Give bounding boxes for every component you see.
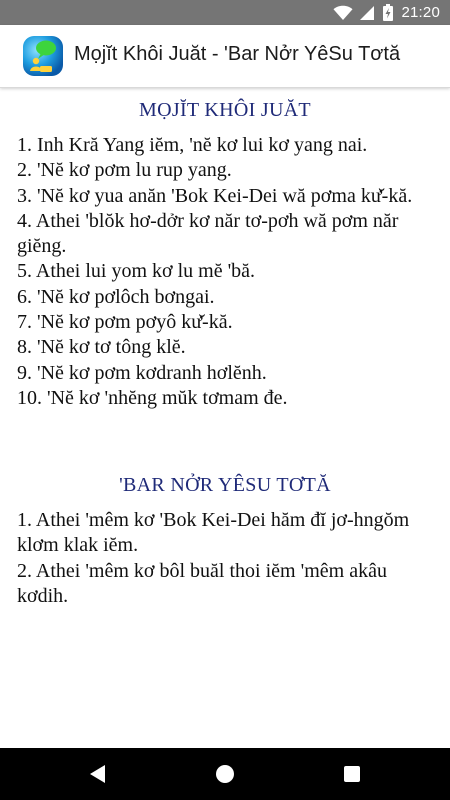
home-button[interactable] xyxy=(213,762,237,786)
list-item: 2. Athei 'mêm kơ bôl buăl thoi iĕm 'mêm akâu kơdih. xyxy=(17,559,387,607)
section-heading-two-commandments: 'BAR NỞR YÊSU TƠTĂ xyxy=(119,474,331,496)
navigation-bar xyxy=(0,748,450,800)
battery-charging-icon xyxy=(383,4,393,21)
app-title: Mọjĭt Khôi Juăt - 'Bar Nởr YêSu Tơtă xyxy=(74,43,401,65)
great-commandments-list xyxy=(17,508,435,609)
home-icon xyxy=(215,764,235,784)
back-icon xyxy=(89,764,107,784)
status-time: 21:20 xyxy=(401,4,440,21)
list-item: 8. 'Nĕ kơ tơ tông klĕ. xyxy=(17,336,186,359)
list-item: 2. 'Nĕ kơ pơm lu rup yang. xyxy=(17,159,232,182)
list-item: 4. Athei 'blŏk hơ-dởr kơ năr tơ-pơh wă pơm năr giĕng. xyxy=(17,209,399,258)
status-icons xyxy=(333,0,440,25)
status-bar xyxy=(0,0,450,25)
app-logo-icon[interactable] xyxy=(22,35,64,77)
list-item: 3. 'Nĕ kơ yua anăn 'Bok Kei-Dei wă pơma kư̆-kă. xyxy=(17,184,413,207)
cell-signal-icon xyxy=(359,5,375,21)
list-item: 9. 'Nĕ kơ pơm kơdranh hơlĕnh. xyxy=(17,361,267,384)
list-item: 1. Inh Kră Yang iĕm, 'nĕ kơ lui kơ yang nai. xyxy=(17,134,368,156)
content-area xyxy=(0,88,450,748)
list-item: 1. Athei 'mêm kơ 'Bok Kei-Dei hăm đĭ jơ-hngŏm klơm klak iĕm. xyxy=(17,509,410,557)
commandments-list xyxy=(17,133,435,411)
back-button[interactable] xyxy=(86,762,110,786)
list-item: 10. 'Nĕ kơ 'nhĕng mŭk tơmam đe. xyxy=(17,386,288,409)
section-heading-ten-commandments: MỌJĬT KHÔI JUĂT xyxy=(139,99,311,121)
list-item: 5. Athei lui yom kơ lu mĕ 'bă. xyxy=(17,260,256,283)
app-bar xyxy=(0,25,450,88)
wifi-icon xyxy=(333,5,353,21)
list-item: 7. 'Nĕ kơ pơm pơyô kư̆-kă. xyxy=(17,311,233,334)
recents-icon xyxy=(343,765,361,783)
list-item: 6. 'Nĕ kơ pơlôch bơngai. xyxy=(17,285,215,308)
recents-button[interactable] xyxy=(340,762,364,786)
